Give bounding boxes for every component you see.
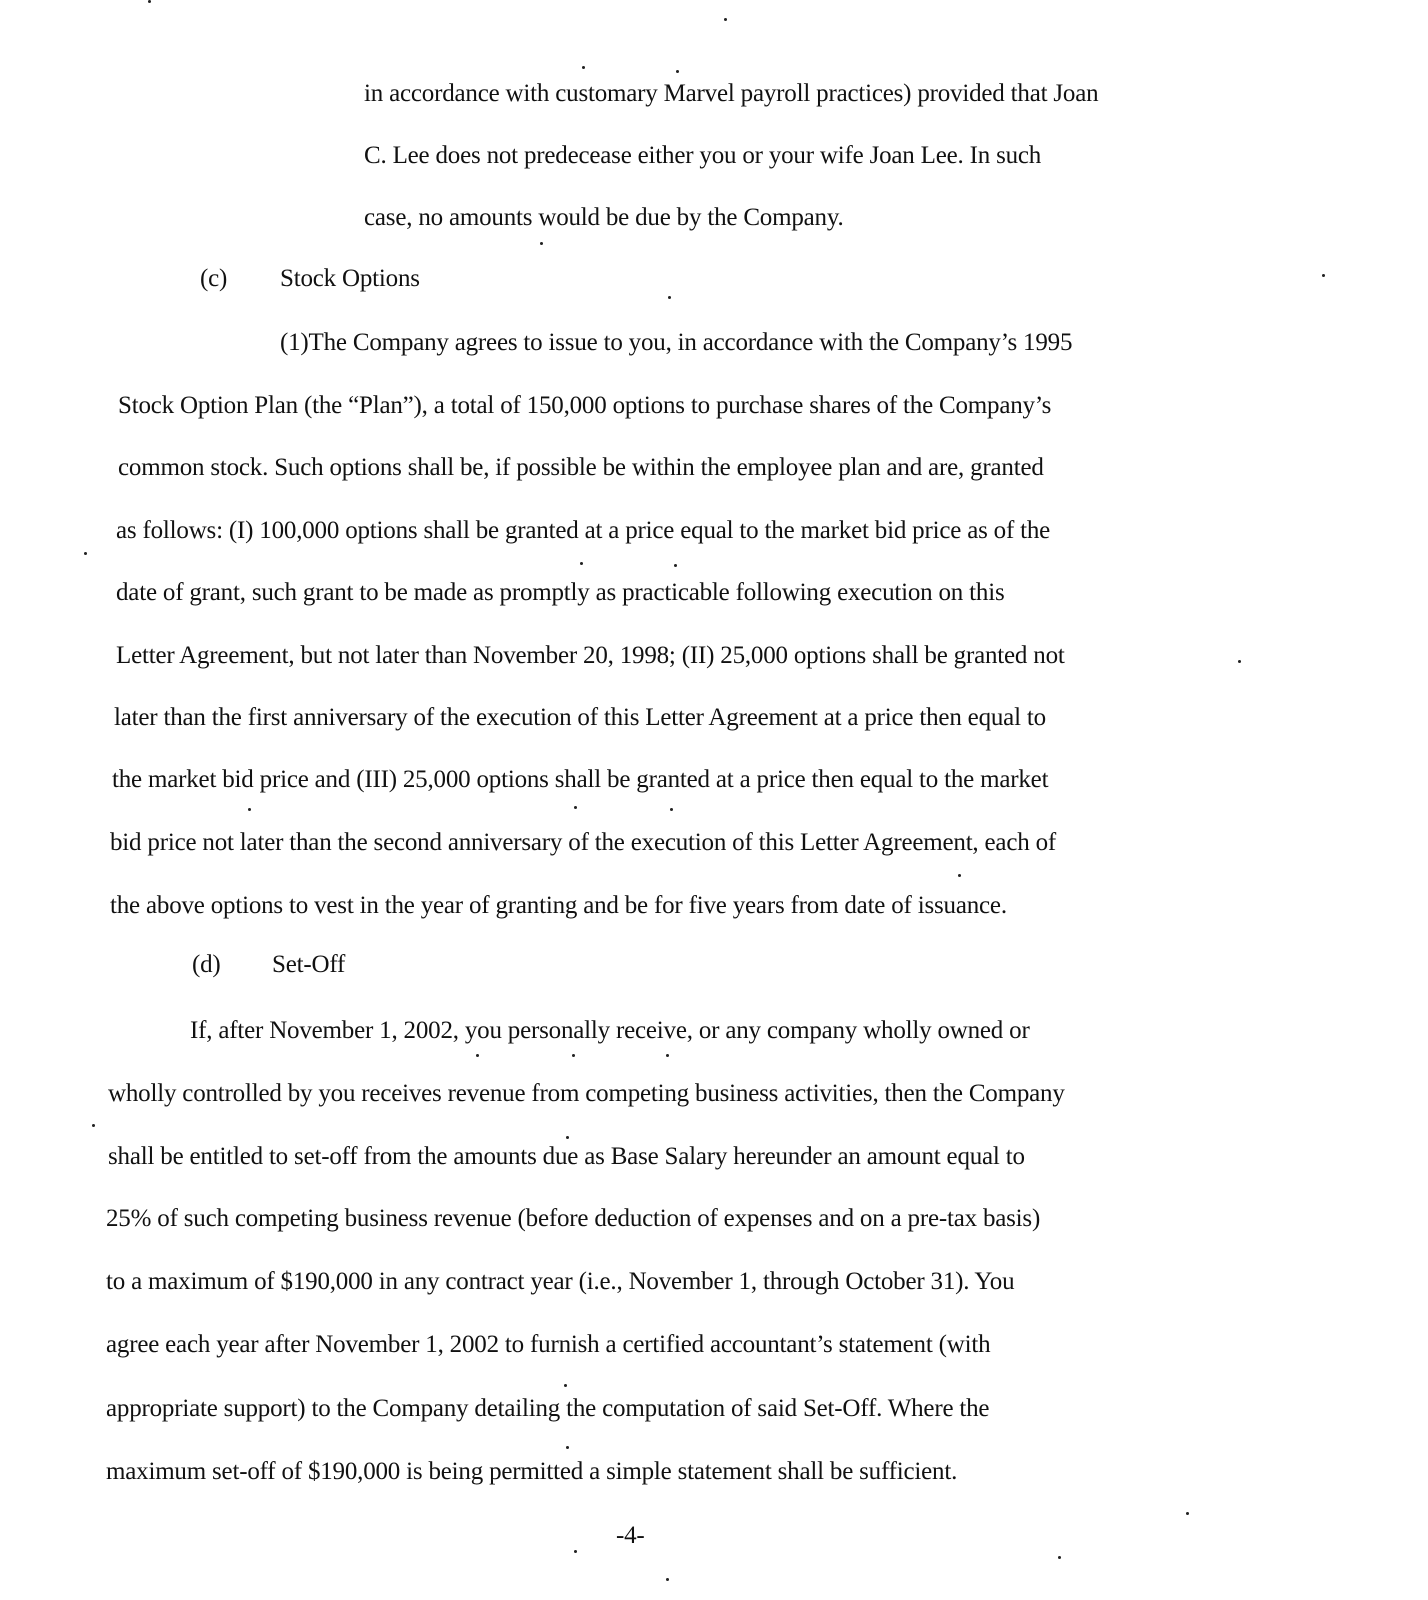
section-c-heading: Stock Options	[280, 265, 420, 292]
scan-speck	[668, 296, 671, 299]
scan-speck	[582, 66, 585, 69]
section-d-heading: Set-Off	[272, 951, 346, 978]
scan-speck	[674, 564, 677, 567]
scan-speck	[574, 1550, 577, 1553]
scan-speck	[476, 1054, 479, 1057]
scan-speck	[92, 1124, 95, 1127]
scan-speck	[1058, 1556, 1061, 1559]
scan-speck	[958, 874, 961, 877]
section-c-line-6: Letter Agreement, but not later than November 20, 1998; (II) 25,000 options shall be granted not	[116, 642, 1065, 669]
section-d-marker: (d)	[192, 951, 221, 978]
section-d-line-6: agree each year after November 1, 2002 to furnish a certified accountant’s statement (with	[106, 1331, 991, 1358]
section-d-line-3: shall be entitled to set-off from the amounts due as Base Salary hereunder an amount equal to	[108, 1143, 1025, 1170]
section-d-line-8: maximum set-off of $190,000 is being permitted a simple statement shall be sufficient.	[106, 1458, 958, 1485]
scan-speck	[540, 242, 543, 245]
section-c-line-1: (1)The Company agrees to issue to you, in accordance with the Company’s 1995	[280, 329, 1073, 356]
scan-speck	[566, 1446, 569, 1449]
section-c-line-8: the market bid price and (III) 25,000 options shall be granted at a price then equal to the market	[112, 766, 1049, 793]
scan-speck	[724, 18, 727, 21]
scan-speck	[676, 70, 679, 73]
continuation-line-2: C. Lee does not predecease either you or your wife Joan Lee. In such	[364, 142, 1042, 169]
scan-speck	[580, 562, 583, 565]
scan-speck	[564, 1384, 567, 1387]
scan-speck	[574, 806, 577, 809]
scan-speck	[666, 1578, 669, 1581]
section-d-line-4: 25% of such competing business revenue (before deduction of expenses and on a pre-tax basis)	[106, 1205, 1041, 1232]
continuation-line-3: case, no amounts would be due by the Company.	[364, 204, 844, 231]
section-d-line-5: to a maximum of $190,000 in any contract year (i.e., November 1, through October 31). You	[106, 1268, 1015, 1295]
scan-speck	[1322, 274, 1325, 277]
scan-speck	[1238, 660, 1241, 663]
scan-speck	[666, 1054, 669, 1057]
scan-speck	[670, 808, 673, 811]
scan-speck	[566, 1136, 569, 1139]
scan-speck	[1186, 1512, 1189, 1515]
section-d-line-2: wholly controlled by you receives revenue from competing business activities, then the Company	[108, 1080, 1065, 1107]
section-c-marker: (c)	[200, 265, 228, 292]
section-c-line-7: later than the first anniversary of the execution of this Letter Agreement at a price then equal to	[114, 704, 1046, 731]
page-number: -4-	[616, 1522, 645, 1549]
scan-speck	[148, 0, 151, 3]
section-d-line-7: appropriate support) to the Company detailing the computation of said Set-Off. Where the	[106, 1395, 990, 1422]
section-c-line-3: common stock. Such options shall be, if possible be within the employee plan and are, granted	[118, 454, 1044, 481]
scan-speck	[84, 552, 87, 555]
scan-speck	[248, 808, 251, 811]
section-c-line-4: as follows: (I) 100,000 options shall be granted at a price equal to the market bid price as of the	[116, 517, 1051, 544]
section-c-line-2: Stock Option Plan (the “Plan”), a total of 150,000 options to purchase shares of the Company’s	[118, 392, 1052, 419]
section-c-line-10: the above options to vest in the year of granting and be for five years from date of issuance.	[110, 892, 1007, 919]
section-c-line-9: bid price not later than the second anniversary of the execution of this Letter Agreement, each of	[110, 829, 1057, 856]
scan-speck	[572, 1054, 575, 1057]
section-d-line-1: If, after November 1, 2002, you personally receive, or any company wholly owned or	[190, 1017, 1030, 1044]
continuation-line-1: in accordance with customary Marvel payroll practices) provided that Joan	[364, 80, 1099, 107]
section-c-line-5: date of grant, such grant to be made as promptly as practicable following execution on this	[116, 579, 1005, 606]
